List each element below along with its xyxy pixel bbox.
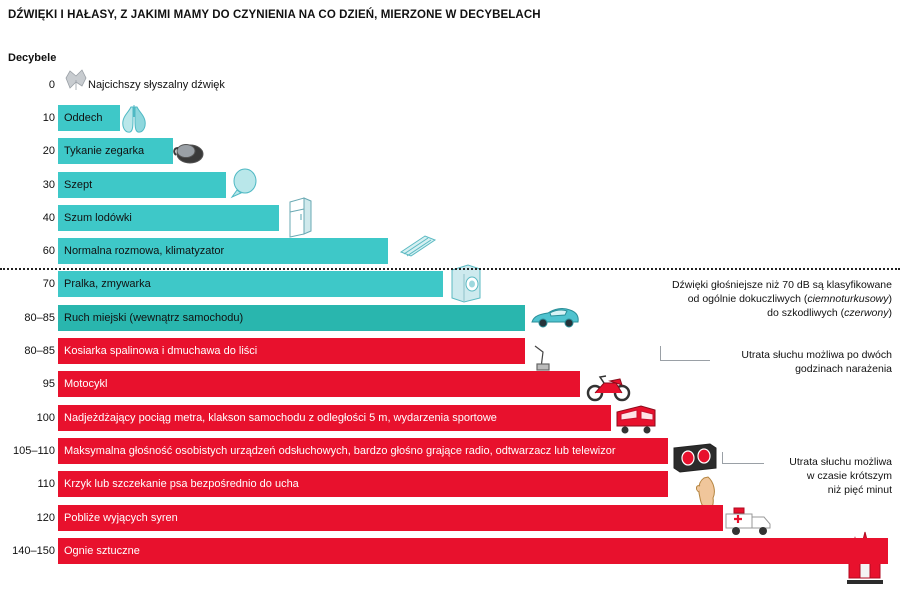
bar-label: Najcichszy słyszalny dźwięk	[88, 78, 225, 91]
bar-label: Normalna rozmowa, klimatyzator	[64, 245, 225, 258]
bar-motocykl	[58, 371, 580, 397]
table-row	[0, 234, 900, 267]
bar-oddech	[58, 105, 120, 131]
note-threshold-line3: do szkodliwych (czerwony)	[767, 307, 892, 320]
bar-szept	[58, 172, 226, 198]
note-hearing-loss-5min	[762, 455, 892, 498]
leader-line-2h-vertical	[660, 346, 661, 361]
table-row	[0, 501, 900, 534]
table-row	[0, 68, 900, 101]
tick-label: 95	[42, 378, 55, 391]
table-row	[0, 101, 900, 134]
bar-ognie-sztuczne	[58, 538, 888, 564]
note-threshold-line1: Dźwięki głośniejsze niż 70 dB są klasyfikowane	[671, 279, 892, 291]
tick-label: 80–85	[24, 345, 55, 358]
bar-label: Ruch miejski (wewnątrz samochodu)	[64, 311, 244, 324]
tick-label: 20	[42, 145, 55, 158]
tick-label: 70	[42, 278, 55, 291]
leader-line-5min	[722, 463, 764, 464]
note-hearing-loss-2h	[692, 348, 892, 376]
bar-label: Tykanie zegarka	[64, 145, 145, 158]
bar-label: Nadjeżdżający pociąg metra, klakson samochodu z odległości 5 m, wydarzenia sportowe	[64, 411, 497, 424]
bar-wyjace-syreny	[58, 505, 723, 531]
bar-label: Motocykl	[64, 378, 108, 391]
bar-label: Szum lodówki	[64, 211, 132, 224]
note-threshold-line2: od ogólnie dokuczliwych (ciemnoturkusowy)	[687, 293, 892, 306]
tick-label: 100	[36, 411, 55, 424]
threshold-divider	[0, 268, 900, 270]
bar-szum-lodowki	[58, 205, 279, 231]
bar-label: Pralka, zmywarka	[64, 278, 151, 291]
bar-label: Krzyk lub szczekanie psa bezpośrednio do ucha	[64, 478, 299, 491]
tick-label: 120	[36, 511, 55, 524]
page-title: DŹWIĘKI I HAŁASY, Z JAKIMI MAMY DO CZYNIENIA NA CO DZIEŃ, MIERZONE W DECYBELACH	[8, 9, 541, 21]
tick-label: 60	[42, 245, 55, 258]
bar-label: Oddech	[64, 111, 103, 124]
leader-line-2h	[660, 360, 710, 361]
bar-label: Maksymalna głośność osobistych urządzeń odsłuchowych, bardzo głośno grające radio, odtwarzacz lub telewizor	[64, 444, 616, 457]
tick-label: 110	[37, 478, 55, 491]
bar-pralka-zmywarka	[58, 271, 443, 297]
bar-label: Ognie sztuczne	[64, 544, 140, 557]
tick-label: 140–150	[12, 544, 55, 557]
note-2h-line1: Utrata słuchu możliwa po dwóch	[741, 349, 892, 361]
table-row	[0, 534, 900, 567]
table-row	[0, 201, 900, 234]
tick-label: 40	[42, 211, 55, 224]
note-threshold	[622, 278, 892, 321]
bar-label: Pobliże wyjących syren	[64, 511, 178, 524]
bar-kosiarka-spalinowa	[58, 338, 525, 364]
axis-label-decybele: Decybele	[8, 52, 57, 64]
table-row	[0, 168, 900, 201]
tick-label: 80–85	[24, 311, 55, 324]
note-5min-line1: Utrata słuchu możliwa	[789, 456, 892, 468]
tick-label: 0	[48, 78, 55, 91]
bar-label: Szept	[64, 178, 93, 191]
leader-line-5min-vertical	[722, 452, 723, 464]
table-row	[0, 401, 900, 434]
tick-label: 105–110	[12, 444, 55, 457]
note-2h-line2: godzinach narażenia	[795, 363, 892, 376]
bar-pociag-metra	[58, 405, 611, 431]
bar-normalna-rozmowa	[58, 238, 388, 264]
bar-ruch-miejski	[58, 305, 525, 331]
bar-label: Kosiarka spalinowa i dmuchawa do liści	[64, 345, 258, 358]
tick-label: 30	[42, 178, 55, 191]
table-row	[0, 135, 900, 168]
bar-urzadzenia-odsluchowe	[58, 438, 668, 464]
tick-label: 10	[42, 111, 55, 124]
note-5min-line2: w czasie krótszym	[806, 470, 892, 483]
bar-krzyk-szczekanie	[58, 471, 668, 497]
note-5min-line3: niż pięć minut	[827, 484, 892, 497]
bar-tykanie-zegarka	[58, 138, 173, 164]
